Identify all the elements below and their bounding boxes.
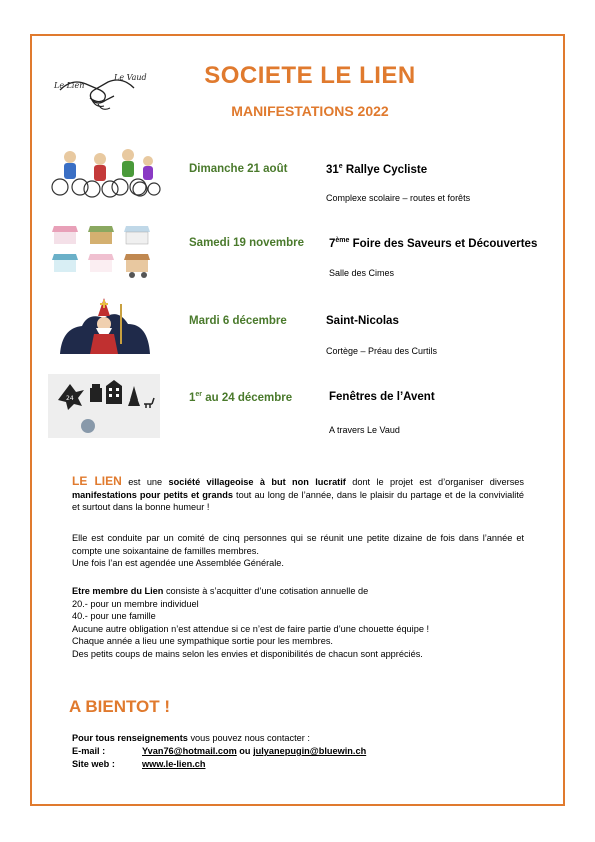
closing-heading: A BIENTOT ! — [69, 697, 171, 716]
email-link-2[interactable]: julyanepugin@bluewin.ch — [253, 746, 367, 756]
handshake-logo-icon — [52, 60, 147, 120]
event-title: Fenêtres de l’Avent — [329, 391, 435, 403]
email-link-1[interactable]: Yvan76@hotmail.com — [142, 746, 237, 756]
event-place: Cortège – Préau des Curtils — [326, 346, 438, 356]
event-title: 31e Rallye Cycliste — [326, 163, 428, 176]
contact-block: Pour tous renseignements vous pouvez nous contacter : E-mail : Yvan76@hotmail.com ou julyanepugin@bluewin.ch Site web : www.le-lien.ch — [72, 733, 367, 769]
page-subtitle: MANIFESTATIONS 2022 — [231, 103, 389, 119]
saint-nicolas-icon — [48, 298, 160, 354]
cyclists-icon — [48, 143, 160, 199]
event-place: Complexe scolaire – routes et forêts — [326, 193, 471, 203]
svg-text:Le Vaud: Le Vaud — [114, 73, 147, 82]
event-title: Saint-Nicolas — [326, 315, 399, 327]
event-date: Samedi 19 novembre — [189, 237, 305, 249]
event-title: 7ème Foire des Saveurs et Découvertes — [329, 237, 538, 250]
committee-paragraph: Elle est conduite par un comité de cinq personnes qui se réunit une petite dizaine de fois dans l’année et compte une soixantaine de familles membres. Une fois l’an est agendée une Assemblée Générale. — [72, 533, 524, 568]
market-stalls-icon — [48, 222, 160, 278]
advent-window-icon — [48, 374, 160, 438]
event-place: Salle des Cimes — [329, 268, 395, 278]
page-title: SOCIETE LE LIEN — [204, 62, 416, 89]
intro-paragraph: LE LIEN est une société villageoise à but non lucratif dont le projet est d’organiser diverses manifestations pour petits et grands tout au long de l’année, dans le plaisir du partage et de la convivialité et surtout dans la bonne humeur ! — [72, 474, 524, 512]
website-link[interactable]: www.le-lien.ch — [142, 759, 206, 769]
svg-text:Le Lien: Le Lien — [54, 81, 85, 90]
event-date: Dimanche 21 août — [189, 163, 288, 175]
event-date: Mardi 6 décembre — [189, 315, 287, 327]
svg-text:24: 24 — [66, 395, 74, 402]
event-place: A travers Le Vaud — [329, 425, 400, 435]
membership-paragraph: Etre membre du Lien consiste à s’acquitter d’une cotisation annuelle de 20.- pour un membre individuel 40.- pour une famille Aucune autre obligation n’est attendue si ce n’est de faire partie d’une chouette équipe ! Chaque année a lieu une sympathique sortie pour les membres. Des petits coups de mains selon les envies et disponibilités de chacun sont appréciés. — [72, 586, 430, 659]
event-date: 1er au 24 décembre — [189, 391, 293, 404]
